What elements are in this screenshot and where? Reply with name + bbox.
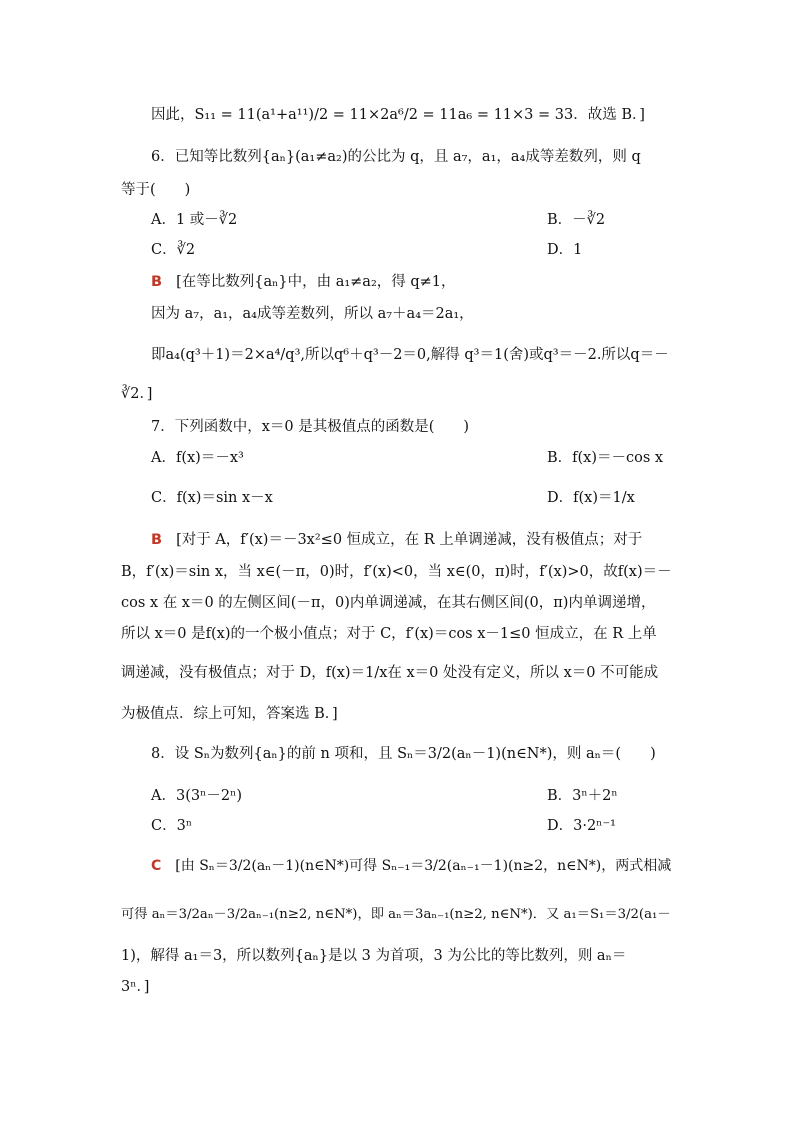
q7-options-row-2 xyxy=(151,491,676,506)
q8-solution-4: 3ⁿ．] xyxy=(121,979,150,995)
q7-option-b[interactable]: B．f(x)＝－cos x xyxy=(547,450,664,466)
q8-option-d[interactable]: D．3·2ⁿ⁻¹ xyxy=(547,818,616,834)
q8-options-row-2 xyxy=(151,819,676,834)
q8-options-row-1 xyxy=(151,789,676,804)
q7-solution-1 xyxy=(151,533,676,548)
q6-solution-1 xyxy=(151,275,676,290)
q7-solution-text-1: [对于 A，f′(x)＝－3x²≤0 恒成立，在 R 上单调递减，没有极值点；对于 xyxy=(176,532,643,548)
q6-option-a[interactable]: A．1 或－∛2 xyxy=(151,212,238,228)
q6-options-row-1 xyxy=(151,213,676,228)
q8-solution-3: 1)，解得 a₁＝3，所以数列{aₙ}是以 3 为首项，3 为公比的等比数列，则 aₙ＝ xyxy=(121,948,627,964)
q7-stem: 7．下列函数中，x＝0 是其极值点的函数是( ) xyxy=(151,419,470,435)
q6-option-b[interactable]: B．－∛2 xyxy=(547,212,606,228)
q8-answer-badge: C xyxy=(151,858,162,874)
q7-solution-6: 为极值点．综上可知，答案选 B．] xyxy=(121,706,338,722)
q8-option-a[interactable]: A．3(3ⁿ－2ⁿ) xyxy=(151,788,243,804)
q6-answer-badge: B xyxy=(151,274,163,290)
q8-stem: 8．设 Sₙ为数列{aₙ}的前 n 项和，且 Sₙ＝3/2(aₙ－1)(n∈N*)，则 aₙ＝( ) xyxy=(151,746,656,762)
q6-stem-2: 等于( ) xyxy=(121,182,191,198)
q6-options-row-2 xyxy=(151,243,676,258)
q6-option-d[interactable]: D．1 xyxy=(547,242,583,258)
q6-stem-1: 6．已知等比数列{aₙ}(a₁≠a₂)的公比为 q，且 a₇，a₁，a₄成等差数列，则 q xyxy=(151,149,641,165)
q8-solution-2: 可得 aₙ＝3/2aₙ－3/2aₙ₋₁(n≥2, n∈N*)，即 aₙ＝3aₙ₋₁(n≥2, n∈N*)．又 a₁＝S₁＝3/2(a₁－ xyxy=(121,907,671,922)
q8-option-c[interactable]: C．3ⁿ xyxy=(151,818,193,834)
q7-option-d[interactable]: D．f(x)＝1/x xyxy=(547,490,635,506)
q8-solution-1 xyxy=(151,859,676,873)
q7-option-a[interactable]: A．f(x)＝－x³ xyxy=(151,450,244,466)
q6-solution-2: 因为 a₇，a₁，a₄成等差数列，所以 a₇＋a₄＝2a₁， xyxy=(151,306,474,322)
q8-option-b[interactable]: B．3ⁿ＋2ⁿ xyxy=(547,788,618,804)
q6-option-c[interactable]: C．∛2 xyxy=(151,242,196,258)
prev-solution-line: 因此，S₁₁ = 11(a¹+a¹¹)/2 = 11×2a⁶/2 = 11a₆ = 11×3 = 33．故选 B．] xyxy=(151,107,645,123)
q7-solution-4: 所以 x＝0 是f(x)的一个极小值点；对于 C，f′(x)＝cos x－1≤0 恒成立，在 R 上单 xyxy=(121,626,657,642)
q6-solution-3: 即a₄(q³＋1)＝2×a⁴/q³,所以q⁶＋q³－2＝0,解得 q³＝1(舍)或q³＝－2.所以q＝－ xyxy=(151,347,669,363)
q7-solution-3: cos x 在 x＝0 的左侧区间(－π，0)内单调递减，在其右侧区间(0，π)内单调递增， xyxy=(121,595,656,611)
q6-solution-4: ∛2．] xyxy=(121,386,153,402)
q7-option-c[interactable]: C．f(x)＝sin x－x xyxy=(151,490,273,506)
q7-solution-5: 调递减，没有极值点；对于 D，f(x)＝1/x在 x＝0 处没有定义，所以 x＝0 不可能成 xyxy=(121,665,659,681)
q7-solution-2: B，f′(x)＝sin x，当 x∈(－π，0)时，f′(x)<0，当 x∈(0，π)时，f′(x)>0，故f(x)＝－ xyxy=(121,564,672,580)
q7-answer-badge: B xyxy=(151,532,163,548)
q8-solution-text-1: [由 Sₙ＝3/2(aₙ－1)(n∈N*)可得 Sₙ₋₁＝3/2(aₙ₋₁－1)(n≥2，n∈N*)，两式相减 xyxy=(175,858,672,874)
q7-options-row-1 xyxy=(151,451,676,466)
q6-solution-text-1: [在等比数列{aₙ}中，由 a₁≠a₂，得 q≠1， xyxy=(176,274,456,290)
